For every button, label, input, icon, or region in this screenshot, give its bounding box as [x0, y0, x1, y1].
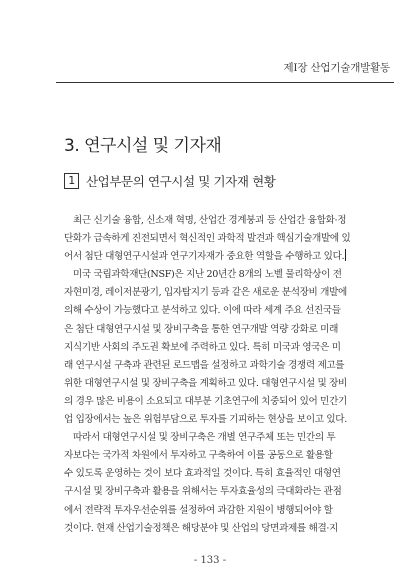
- text-line: 자보다는 국가적 차원에서 투자하고 구축하여 이를 공동으로 활용할: [64, 450, 333, 462]
- text-line: 것이다. 현재 산업기술정책은 해당분야 및 산업의 당면과제를 해결·지: [64, 522, 338, 534]
- paragraph-2: [64, 266, 364, 429]
- text-line: 은 첨단 대형연구시설 및 장비구축을 통한 연구개발 역량 강화로 미래: [64, 323, 338, 335]
- subsection-heading: [64, 172, 275, 190]
- page-number: - 133 -: [193, 555, 227, 566]
- text-line: 구시설 및 장비구축과 활용을 위해서는 투자효율성의 극대화라는 관점: [64, 486, 342, 498]
- subsection-title: 산업부문의 연구시설 및 기자재 현황: [86, 174, 276, 189]
- paragraph-3: [64, 429, 364, 538]
- text-line: 지식기반 사회의 주도권 확보에 주력하고 있다. 특히 미국과 영국은 미: [64, 341, 341, 353]
- text-line: 자현미경, 레이저분광기, 입자탐지기 등과 같은 새로운 분석장비 개발에: [64, 287, 347, 299]
- text-line: 의해 수상이 가능했다고 분석하고 있다. 이에 따라 세계 주요 선진국들: [64, 305, 341, 317]
- text-line: [64, 248, 364, 266]
- text-line: 미국 국립과학재단(NSF)은 지난 20년간 8개의 노벨 물리학상이 전: [73, 269, 342, 281]
- body-text: [64, 212, 364, 538]
- text-line: 래 연구시설 구축과 관련된 로드맵을 설정하고 과학기술 경쟁력 제고를: [64, 359, 345, 371]
- text-cursor: [345, 249, 346, 261]
- text-line: 최근 신기술 융합, 신소재 혁명, 산업간 경계붕괴 등 산업간 융합화·정: [73, 215, 347, 226]
- text-line: 위한 대형연구시설 및 장비구축을 계획하고 있다. 대형연구시설 및 장비: [64, 377, 347, 389]
- text-line: 의 경우 많은 비용이 소요되고 대부분 기초연구에 치중되어 있어 민간기: [64, 395, 347, 407]
- paragraph-1: [64, 212, 364, 266]
- text-line: 단화가 급속하게 진전되면서 혁신적인 과학적 발견과 핵심기술개발에 있: [64, 233, 351, 245]
- header-rule: [56, 82, 394, 83]
- text-line: 에서 전략적 투자우선순위를 설정하여 과감한 지원이 병행되어야 할: [64, 504, 333, 516]
- text-line: 업 입장에서는 높은 위험부담으로 투자를 기피하는 현상을 보이고 있다.: [64, 414, 347, 426]
- text-line: 수 있도록 운영하는 것이 보다 효과적일 것이다. 특히 효율적인 대형연: [64, 468, 341, 480]
- text-line: 따라서 대형연구시설 및 장비구축은 개별 연구주체 또는 민간의 투: [73, 432, 336, 444]
- subsection-number-box: 1: [64, 173, 79, 189]
- chapter-header: 제Ⅰ장 산업기술개발활동: [283, 62, 390, 74]
- section-title: 3. 연구시설 및 기자재: [64, 136, 222, 156]
- text-line-content: 어서 첨단 대형연구시설과 연구기자재가 중요한 역할을 수행하고 있다.: [64, 251, 345, 263]
